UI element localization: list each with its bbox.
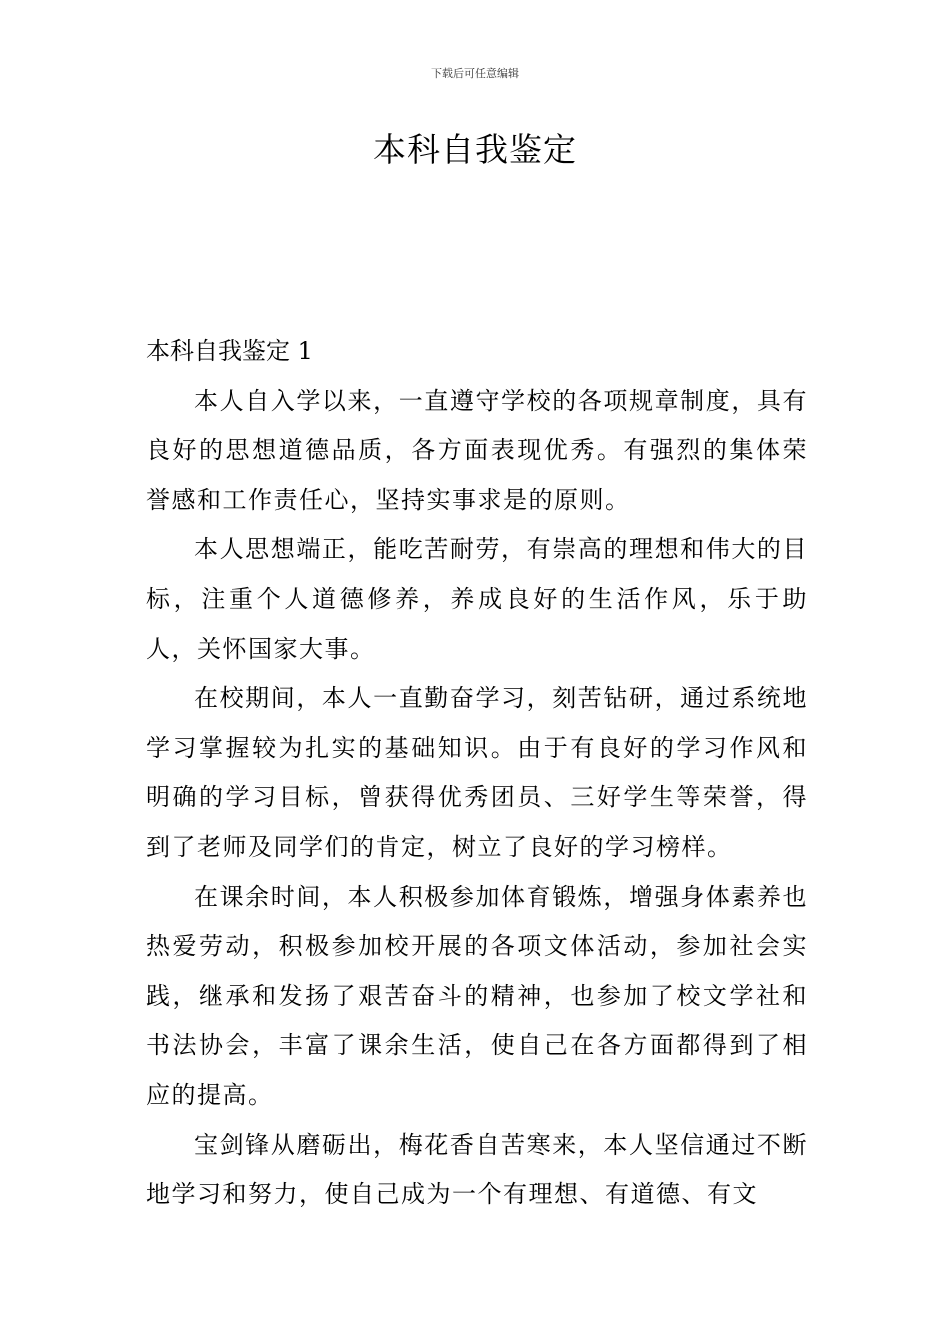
paragraph-5: 宝剑锋从磨砺出，梅花香自苦寒来，本人坚信通过不断地学习和努力，使自己成为一个有理想、有道德、有文 [146,1130,808,1209]
document-body [146,327,808,1220]
paragraph-1: 本人自入学以来，一直遵守学校的各项规章制度，具有良好的思想道德品质，各方面表现优秀。有强烈的集体荣誉感和工作责任心，坚持实事求是的原则。 [146,386,808,514]
paragraph-3: 在校期间，本人一直勤奋学习，刻苦钻研，通过系统地学习掌握较为扎实的基础知识。由于有良好的学习作风和明确的学习目标，曾获得优秀团员、三好学生等荣誉，得到了老师及同学们的肯定，树立了良好的学习榜样。 [146,684,808,861]
paragraph-4: 在课余时间，本人积极参加体育锻炼，增强身体素养也热爱劳动，积极参加校开展的各项文体活动，参加社会实践，继承和发扬了艰苦奋斗的精神，也参加了校文学社和书法协会，丰富了课余生活，使自己在各方面都得到了相应的提高。 [146,882,808,1109]
section-heading: 本科自我鉴定 1 [146,337,313,365]
paragraph-2: 本人思想端正，能吃苦耐劳，有崇高的理想和伟大的目标，注重个人道德修养，养成良好的生活作风，乐于助人，关怀国家大事。 [146,535,808,663]
document-title: 本科自我鉴定 [373,130,577,169]
header-note: 下载后可任意编辑 [431,67,519,80]
